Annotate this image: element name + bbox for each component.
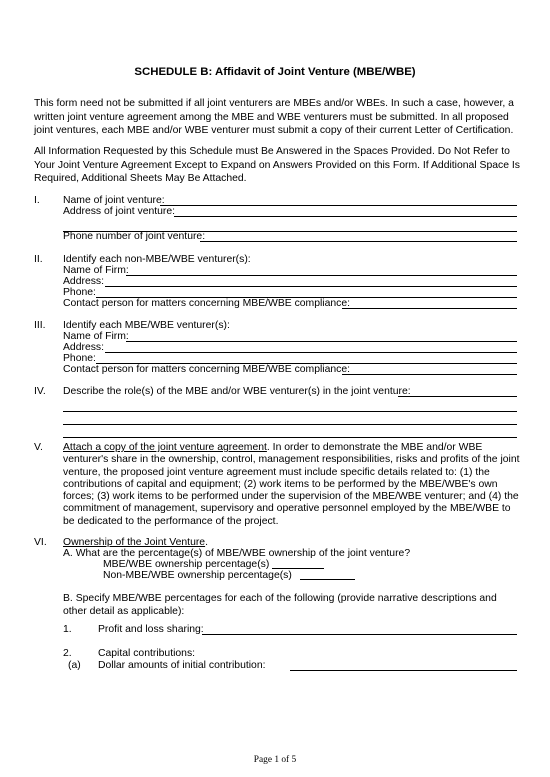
non-mbe-phone-label: Phone: (63, 287, 96, 298)
non-mbe-ownership-label: Non-MBE/WBE ownership percentage(s) (103, 570, 292, 581)
page-number: Page 1 of 5 (253, 755, 297, 765)
mbe-contact-field[interactable] (342, 374, 517, 375)
non-mbe-ownership-field[interactable] (300, 579, 355, 580)
jv-address-field[interactable] (174, 216, 517, 217)
ownership-heading-text: Ownership of the Joint Venture (63, 537, 206, 548)
roles-field-4[interactable] (63, 437, 517, 438)
item-2-number: 2. (63, 648, 72, 659)
mbe-firm-label: Name of Firm: (63, 331, 129, 342)
ownership-heading-period: . (205, 537, 208, 548)
mbe-contact-label: Contact person for matters concerning MBE/WBE compliance: (63, 364, 351, 375)
non-mbe-heading: Identify each non-MBE/WBE venturer(s): (63, 254, 251, 265)
section-5-text: . In order to demonstrate the MBE and/or WBE venturer's share in the ownership, control, management responsibilities, risks and profits of the joint venture, the proposed joint venture agreement must include specific details related to: (1) the contributions of capital and equipment; (2) work items to be performed by the MBE/WBE's own forces; (3) work items to be performed under the supervision of the MBE/WBE venturer; and (4) the commitment of management, supervisory and operative personnel employed by the MBE/WBE to be dedicated to the performance of the project. (63, 442, 520, 527)
intro-paragraph-2: All Information Requested by this Schedule must Be Answered in the Spaces Provided. Do Not Refer to Your Joint Venture Agreement Except to Expand on Answers Provided on this Form. If Additional Space Is Required, Additional Sheets May Be Attached. (34, 146, 520, 184)
non-mbe-contact-field[interactable] (342, 308, 517, 309)
jv-phone-label: Phone number of joint venture: (63, 231, 206, 242)
jv-address-label: Address of joint venture: (63, 206, 176, 217)
section-4-number: IV. (34, 386, 46, 397)
mbe-firm-field[interactable] (126, 341, 517, 342)
jv-phone-field[interactable] (200, 241, 517, 242)
intro-paragraph-1: This form need not be submitted if all joint venturers are MBEs and/or WBEs. In such a case, however, a written joint venture agreement among the MBE and WBE venturers must be submitted. In all proposed joint ventures, each MBE and/or WBE venturer must submit a copy of their current Letter of Certification. (34, 98, 514, 136)
jv-name-label: Name of joint venture: (63, 195, 165, 206)
section-3-number: III. (34, 320, 46, 331)
section-6-number: VI. (34, 537, 47, 548)
non-mbe-address-field[interactable] (105, 286, 517, 287)
item-1-number: 1. (63, 624, 72, 635)
mbe-ownership-label: MBE/WBE ownership percentage(s) (103, 559, 270, 570)
section-5-paragraph (63, 442, 522, 528)
non-mbe-firm-field[interactable] (126, 275, 517, 276)
question-b: B. Specify MBE/WBE percentages for each of the following (provide narrative descriptions and other detail as applicable): (63, 593, 497, 617)
non-mbe-address-label: Address: (63, 276, 105, 287)
profit-loss-field[interactable] (202, 634, 517, 635)
question-a: A. What are the percentage(s) of MBE/WBE ownership of the joint venture? (63, 548, 411, 559)
mbe-address-field[interactable] (105, 352, 517, 353)
initial-contribution-field[interactable] (290, 670, 517, 671)
section-2-number: II. (34, 254, 43, 265)
item-2a-number: (a) (68, 660, 81, 671)
mbe-ownership-field[interactable] (272, 568, 324, 569)
roles-heading: Describe the role(s) of the MBE and/or WBE venturer(s) in the joint venture: (63, 386, 411, 397)
mbe-heading: Identify each MBE/WBE venturer(s): (63, 320, 230, 331)
attach-agreement-link: Attach a copy of the joint venture agreement (63, 442, 267, 453)
mbe-phone-label: Phone: (63, 353, 96, 364)
roles-field-3[interactable] (63, 424, 517, 425)
section-5-number: V. (34, 442, 43, 453)
non-mbe-firm-label: Name of Firm: (63, 265, 129, 276)
profit-loss-label: Profit and loss sharing: (98, 624, 204, 635)
mbe-address-label: Address: (63, 342, 105, 353)
section-1-number: I. (34, 195, 40, 206)
initial-contribution-label: Dollar amounts of initial contribution: (98, 660, 266, 671)
roles-field-2[interactable] (63, 411, 517, 412)
roles-field-1[interactable] (398, 396, 517, 397)
capital-contributions-label: Capital contributions: (98, 648, 196, 659)
page-title: SCHEDULE B: Affidavit of Joint Venture (MBE/WBE) (134, 66, 416, 78)
jv-name-field[interactable] (160, 205, 517, 206)
non-mbe-contact-label: Contact person for matters concerning MBE/WBE compliance: (63, 298, 351, 309)
